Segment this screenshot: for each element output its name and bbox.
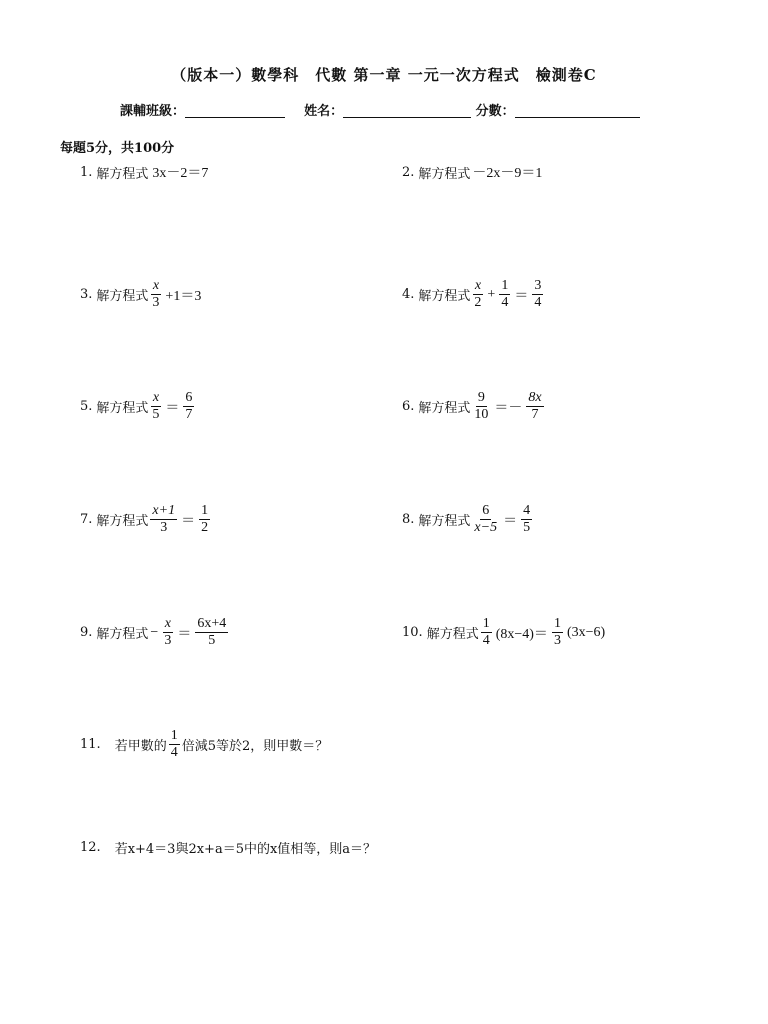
equals-sign: ＝ (165, 400, 180, 416)
equals-sign: ＝ (181, 513, 196, 529)
minus-sign: − (150, 624, 159, 640)
question-number: 4. (402, 287, 415, 302)
fraction: $\frac{x}{2}$ (474, 278, 482, 310)
question-prefix: 解方程式 (96, 166, 149, 182)
equals-sign: ＝ (514, 288, 529, 304)
question-1 (80, 162, 208, 182)
name-label: 姓名： (304, 104, 344, 119)
question-number: 5. (80, 399, 93, 414)
question-text-post: 倍減5等於2，則甲數＝？ (181, 739, 329, 754)
question-number: 12. (80, 840, 101, 855)
question-number: 8. (402, 512, 415, 527)
question-text: 若x+4＝3與2x+a＝5中的x值相等，則a＝？ (114, 842, 377, 857)
fraction: $\frac{4}{5}$ (523, 503, 531, 535)
fraction: $\frac{9}{10}$ (474, 390, 489, 422)
class-label: 課輔班級： (120, 104, 186, 119)
fraction: $\frac{3}{4}$ (534, 278, 542, 310)
fraction: $\frac{x+1}{3}$ (152, 503, 176, 535)
equation-middle: (8x−4)＝ (495, 626, 548, 642)
question-prefix: 解方程式 (96, 514, 149, 529)
question-11 (80, 728, 328, 761)
question-prefix: 解方程式 (418, 166, 471, 182)
fraction: $\frac{x}{3}$ (152, 278, 160, 310)
plus-sign: + (487, 286, 496, 302)
question-number: 2. (402, 164, 415, 180)
question-12 (80, 838, 376, 857)
page-title: （版本一）數學科 代數 第一章 一元一次方程式 檢測卷C (171, 66, 597, 84)
name-blank[interactable] (343, 104, 471, 118)
score-note: 每題5分，共100分 (60, 141, 175, 156)
class-blank[interactable] (185, 104, 285, 118)
question-number: 11. (80, 737, 101, 752)
question-text-pre: 若甲數的 (114, 739, 167, 754)
equation-end: (3x−6) (566, 624, 606, 640)
question-prefix: 解方程式 (418, 401, 471, 416)
question-9 (80, 616, 230, 649)
question-prefix: 解方程式 (418, 289, 471, 304)
equation: 3x－2＝7 (152, 166, 209, 181)
fraction: $\frac{6}{7}$ (185, 390, 193, 422)
question-number: 3. (80, 287, 93, 302)
fraction: $\frac{6x+4}{5}$ (197, 616, 227, 648)
header-fields (120, 100, 640, 119)
equation-rest: +1＝3 (165, 288, 202, 304)
question-2 (402, 162, 542, 182)
question-prefix: 解方程式 (96, 289, 149, 304)
question-3 (80, 278, 203, 311)
question-prefix: 解方程式 (96, 401, 149, 416)
question-7 (80, 503, 212, 536)
equals-sign: ＝－ (494, 400, 523, 416)
equals-sign: ＝ (503, 513, 518, 529)
question-number: 10. (402, 625, 423, 640)
question-6 (402, 390, 546, 423)
score-blank[interactable] (515, 104, 640, 118)
fraction: $\frac{1}{4}$ (501, 278, 509, 310)
fraction: $\frac{1}{3}$ (553, 616, 561, 648)
equals-sign: ＝ (177, 626, 192, 642)
question-prefix: 解方程式 (96, 627, 149, 642)
score-label: 分數： (475, 104, 515, 119)
fraction: $\frac{1}{2}$ (201, 503, 209, 535)
fraction: $\frac{1}{4}$ (170, 728, 178, 760)
question-5 (80, 390, 196, 423)
fraction: $\frac{6}{x-5}$ (474, 503, 498, 535)
fraction: $\frac{x}{3}$ (164, 616, 172, 648)
fraction: $\frac{1}{4}$ (482, 616, 490, 648)
fraction: $\frac{x}{5}$ (152, 390, 160, 422)
question-8 (402, 503, 534, 536)
fraction: $\frac{8x}{7}$ (528, 390, 542, 422)
question-prefix: 解方程式 (418, 514, 471, 529)
equation: －2x－9＝1 (472, 166, 543, 181)
question-prefix: 解方程式 (426, 627, 479, 642)
question-number: 7. (80, 512, 93, 527)
question-10 (402, 616, 607, 649)
question-number: 6. (402, 399, 415, 414)
question-4 (402, 278, 545, 311)
question-number: 9. (80, 625, 93, 640)
question-number: 1. (80, 164, 93, 180)
